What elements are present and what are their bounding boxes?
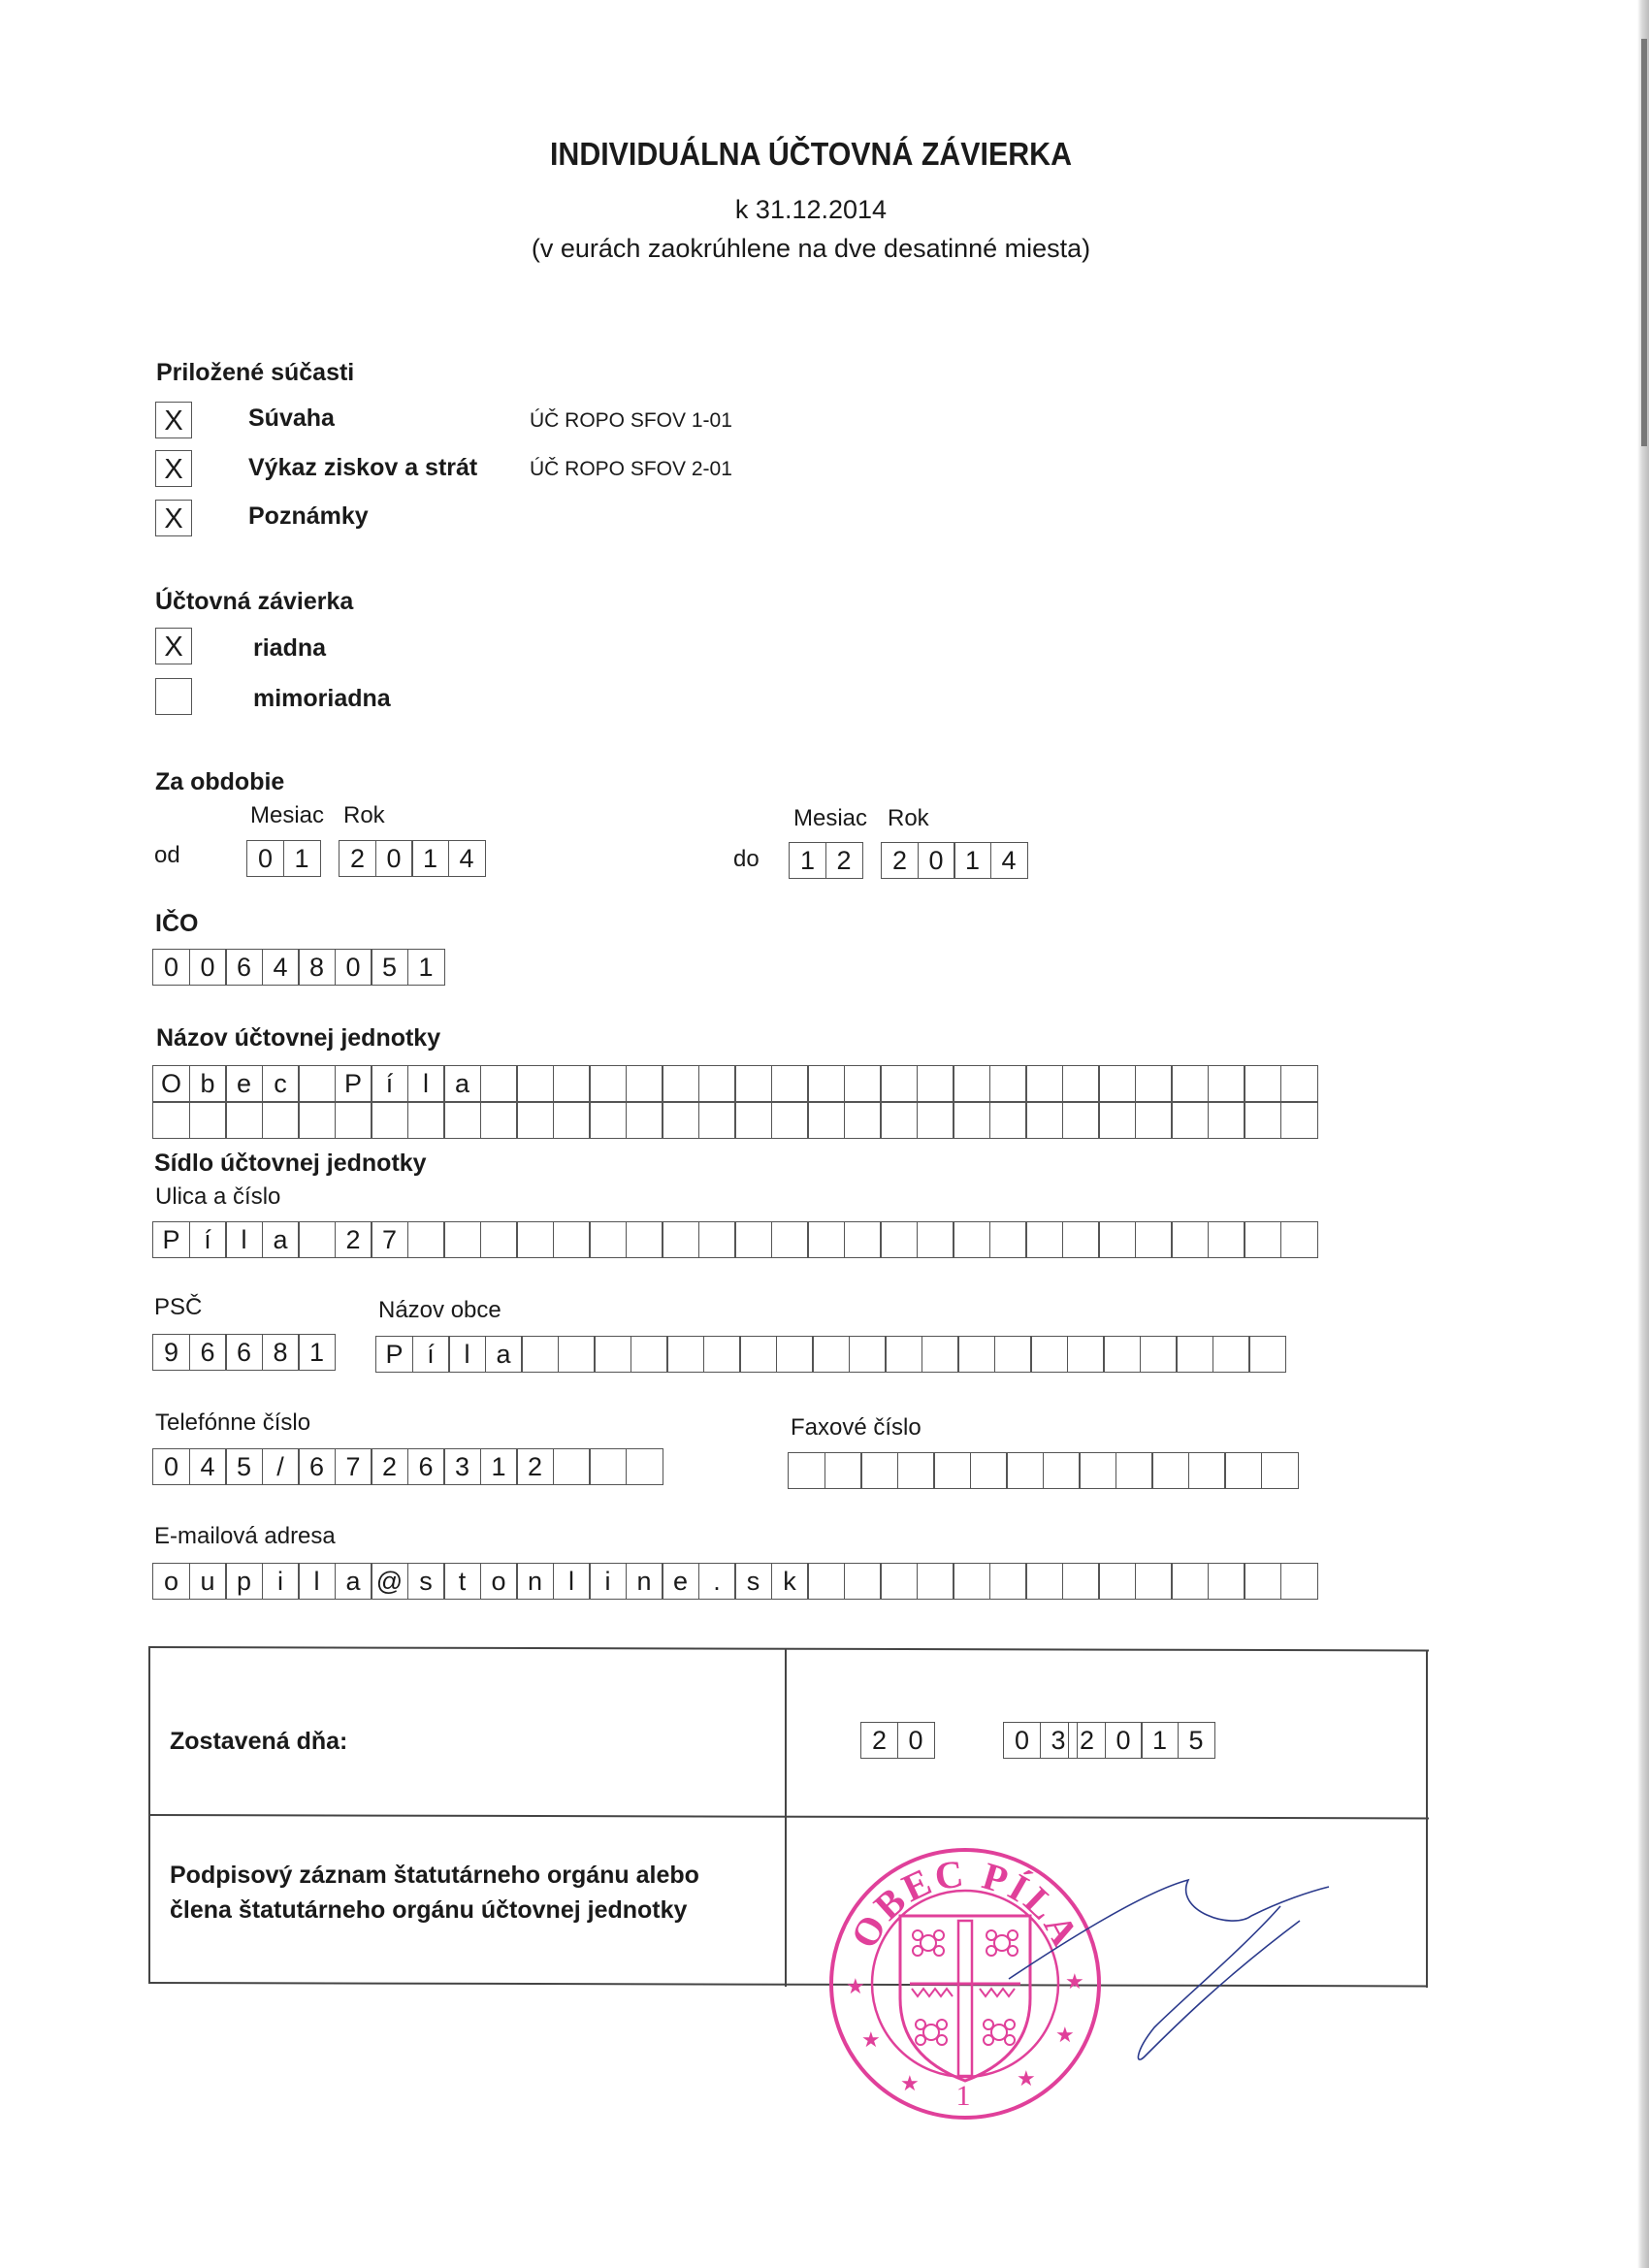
char-cell[interactable]: k: [771, 1563, 809, 1600]
char-cell[interactable]: [1103, 1336, 1141, 1373]
char-cell[interactable]: [933, 1452, 971, 1489]
signature-label-line2: člena štatutárneho orgánu účtovnej jednotky: [170, 1896, 688, 1924]
statement-type-heading: Účtovná závierka: [155, 588, 354, 615]
ico-field[interactable]: [152, 949, 443, 986]
char-cell[interactable]: 4: [189, 1448, 227, 1485]
char-cell[interactable]: [1098, 1563, 1136, 1600]
char-cell[interactable]: O: [152, 1065, 190, 1102]
char-cell[interactable]: u: [189, 1563, 227, 1600]
char-cell[interactable]: 6: [225, 949, 263, 986]
label-mimoriadna: mimoriadna: [253, 685, 391, 712]
char-cell[interactable]: [844, 1221, 882, 1258]
char-cell[interactable]: [662, 1102, 699, 1139]
from-month-label: Mesiac: [250, 802, 325, 828]
char-cell[interactable]: @: [371, 1563, 408, 1600]
char-cell[interactable]: 1: [954, 842, 991, 879]
char-cell[interactable]: [480, 1102, 518, 1139]
period-heading: Za obdobie: [155, 768, 285, 795]
entity-name-row1[interactable]: [152, 1065, 1316, 1102]
char-cell[interactable]: 2: [339, 840, 376, 877]
char-cell[interactable]: i: [589, 1563, 627, 1600]
char-cell[interactable]: [880, 1563, 918, 1600]
attachments-heading: Priložené súčasti: [156, 359, 355, 386]
star-icon: ★: [900, 2072, 920, 2096]
ico-label: IČO: [155, 910, 199, 937]
char-cell[interactable]: a: [443, 1065, 481, 1102]
char-cell[interactable]: [1140, 1336, 1178, 1373]
star-icon: ★: [846, 1975, 865, 1999]
street-field[interactable]: [152, 1221, 1316, 1258]
char-cell[interactable]: [152, 1102, 190, 1139]
char-cell[interactable]: [1280, 1102, 1318, 1139]
char-cell[interactable]: [553, 1102, 591, 1139]
compiled-label: Zostavená dňa:: [170, 1728, 348, 1755]
char-cell[interactable]: [1208, 1221, 1245, 1258]
char-cell[interactable]: [1224, 1452, 1262, 1489]
char-cell[interactable]: s: [734, 1563, 772, 1600]
char-cell[interactable]: [553, 1065, 591, 1102]
char-cell[interactable]: 6: [225, 1334, 263, 1371]
char-cell[interactable]: [734, 1102, 772, 1139]
char-cell[interactable]: [1244, 1065, 1281, 1102]
char-cell[interactable]: e: [662, 1563, 699, 1600]
char-cell[interactable]: n: [516, 1563, 554, 1600]
to-label: do: [733, 846, 760, 872]
char-cell[interactable]: 2: [860, 1722, 898, 1759]
char-cell[interactable]: 0: [1105, 1722, 1143, 1759]
char-cell[interactable]: 4: [990, 842, 1028, 879]
char-cell[interactable]: [844, 1563, 882, 1600]
checkbox-mimoriadna[interactable]: [155, 678, 192, 715]
char-cell[interactable]: [1212, 1336, 1250, 1373]
char-cell[interactable]: 6: [407, 1448, 445, 1485]
char-cell[interactable]: [371, 1102, 408, 1139]
char-cell[interactable]: [739, 1336, 777, 1373]
char-cell[interactable]: [626, 1065, 663, 1102]
char-cell[interactable]: [262, 1102, 300, 1139]
char-cell[interactable]: [1280, 1563, 1318, 1600]
char-cell[interactable]: [897, 1452, 935, 1489]
checkbox-riadna[interactable]: X: [155, 628, 192, 664]
compiled-year-field[interactable]: [1068, 1722, 1213, 1759]
char-cell[interactable]: [1062, 1102, 1100, 1139]
char-cell[interactable]: [849, 1336, 887, 1373]
char-cell[interactable]: l: [407, 1065, 445, 1102]
char-cell[interactable]: [626, 1221, 663, 1258]
char-cell[interactable]: /: [262, 1448, 300, 1485]
char-cell[interactable]: [626, 1102, 663, 1139]
from-label: od: [154, 842, 180, 868]
psc-field[interactable]: [152, 1334, 335, 1371]
char-cell[interactable]: [1067, 1336, 1105, 1373]
char-cell[interactable]: [225, 1102, 263, 1139]
char-cell[interactable]: [1006, 1452, 1044, 1489]
char-cell[interactable]: [1280, 1221, 1318, 1258]
char-cell[interactable]: [1098, 1065, 1136, 1102]
char-cell[interactable]: [771, 1221, 809, 1258]
char-cell[interactable]: l: [553, 1563, 591, 1600]
char-cell[interactable]: [953, 1563, 990, 1600]
city-label: Názov obce: [378, 1297, 501, 1323]
char-cell[interactable]: [917, 1065, 954, 1102]
char-cell[interactable]: [1062, 1065, 1100, 1102]
char-cell[interactable]: [994, 1336, 1032, 1373]
char-cell[interactable]: [957, 1336, 995, 1373]
char-cell[interactable]: 6: [189, 1334, 227, 1371]
char-cell[interactable]: [1244, 1563, 1281, 1600]
char-cell[interactable]: c: [262, 1065, 300, 1102]
char-cell[interactable]: [662, 1065, 699, 1102]
char-cell[interactable]: [844, 1065, 882, 1102]
char-cell[interactable]: [298, 1221, 336, 1258]
char-cell[interactable]: 1: [298, 1334, 336, 1371]
char-cell[interactable]: [1025, 1065, 1063, 1102]
star-icon: ★: [1055, 2024, 1075, 2048]
char-cell[interactable]: [1171, 1563, 1209, 1600]
char-cell[interactable]: 2: [881, 842, 919, 879]
char-cell[interactable]: [824, 1452, 862, 1489]
char-cell[interactable]: [880, 1102, 918, 1139]
city-field[interactable]: [375, 1336, 1285, 1373]
phone-label: Telefónne číslo: [155, 1409, 311, 1436]
char-cell[interactable]: 2: [825, 842, 863, 879]
char-cell[interactable]: [1135, 1102, 1173, 1139]
char-cell[interactable]: o: [152, 1563, 190, 1600]
char-cell[interactable]: s: [407, 1563, 445, 1600]
char-cell[interactable]: [1062, 1563, 1100, 1600]
char-cell[interactable]: í: [189, 1221, 227, 1258]
char-cell[interactable]: p: [225, 1563, 263, 1600]
star-icon: ★: [1017, 2067, 1036, 2091]
to-year-label: Rok: [888, 805, 929, 831]
char-cell[interactable]: [1135, 1221, 1173, 1258]
to-month-field[interactable]: [789, 842, 861, 879]
char-cell[interactable]: i: [262, 1563, 300, 1600]
char-cell[interactable]: [1244, 1102, 1281, 1139]
char-cell[interactable]: 9: [152, 1334, 190, 1371]
char-cell[interactable]: b: [189, 1065, 227, 1102]
char-cell[interactable]: [698, 1221, 736, 1258]
phone-field[interactable]: [152, 1448, 662, 1485]
char-cell[interactable]: [516, 1221, 554, 1258]
char-cell[interactable]: í: [371, 1065, 408, 1102]
char-cell[interactable]: 1: [283, 840, 321, 877]
char-cell[interactable]: 1: [411, 840, 449, 877]
char-cell[interactable]: [1025, 1221, 1063, 1258]
char-cell[interactable]: [1135, 1065, 1173, 1102]
char-cell[interactable]: 0: [918, 842, 955, 879]
char-cell[interactable]: [788, 1452, 825, 1489]
char-cell[interactable]: [776, 1336, 814, 1373]
char-cell[interactable]: 1: [1141, 1722, 1179, 1759]
char-cell[interactable]: [917, 1221, 954, 1258]
to-month-label: Mesiac: [793, 805, 868, 831]
char-cell[interactable]: 0: [335, 949, 372, 986]
char-cell[interactable]: [1116, 1452, 1153, 1489]
char-cell[interactable]: [521, 1336, 559, 1373]
char-cell[interactable]: [1098, 1102, 1136, 1139]
char-cell[interactable]: [1098, 1221, 1136, 1258]
char-cell[interactable]: e: [225, 1065, 263, 1102]
char-cell[interactable]: 2: [335, 1221, 372, 1258]
char-cell[interactable]: 1: [480, 1448, 518, 1485]
char-cell[interactable]: [860, 1452, 898, 1489]
label-vykaz: Výkaz ziskov a strát: [248, 454, 478, 481]
star-icon: ★: [1065, 1970, 1084, 1994]
char-cell[interactable]: [812, 1336, 850, 1373]
char-cell[interactable]: [589, 1065, 627, 1102]
char-cell[interactable]: [1030, 1336, 1068, 1373]
page-edge-mark: [1641, 39, 1647, 446]
char-cell[interactable]: 2: [516, 1448, 554, 1485]
char-cell[interactable]: [1208, 1563, 1245, 1600]
char-cell[interactable]: [807, 1221, 845, 1258]
char-cell[interactable]: 7: [335, 1448, 372, 1485]
char-cell[interactable]: 6: [298, 1448, 336, 1485]
char-cell[interactable]: 0: [246, 840, 284, 877]
to-year-field[interactable]: [881, 842, 1026, 879]
char-cell[interactable]: [626, 1448, 663, 1485]
char-cell[interactable]: [558, 1336, 596, 1373]
char-cell[interactable]: P: [375, 1336, 413, 1373]
char-cell[interactable]: [703, 1336, 741, 1373]
char-cell[interactable]: [594, 1336, 631, 1373]
char-cell[interactable]: [589, 1221, 627, 1258]
compiled-day-field[interactable]: [860, 1722, 933, 1759]
label-riadna: riadna: [253, 634, 327, 662]
char-cell[interactable]: [698, 1065, 736, 1102]
char-cell[interactable]: í: [412, 1336, 450, 1373]
stamp-text: OBEC PÍLA: [841, 1851, 1089, 1956]
char-cell[interactable]: [989, 1563, 1027, 1600]
char-cell[interactable]: [1135, 1563, 1173, 1600]
char-cell[interactable]: [189, 1102, 227, 1139]
char-cell[interactable]: [1208, 1065, 1245, 1102]
currency-note: (v eurách zaokrúhlene na dve desatinné miesta): [531, 234, 1091, 263]
char-cell[interactable]: 5: [225, 1448, 263, 1485]
char-cell[interactable]: [880, 1065, 918, 1102]
char-cell[interactable]: [1171, 1102, 1209, 1139]
label-poznamky: Poznámky: [248, 502, 369, 530]
char-cell[interactable]: 4: [448, 840, 486, 877]
char-cell[interactable]: [880, 1221, 918, 1258]
psc-label: PSČ: [154, 1294, 203, 1320]
char-cell[interactable]: [1280, 1065, 1318, 1102]
star-icon: ★: [861, 2028, 881, 2053]
from-year-label: Rok: [343, 802, 385, 828]
char-cell[interactable]: [807, 1102, 845, 1139]
char-cell[interactable]: [917, 1563, 954, 1600]
char-cell[interactable]: l: [298, 1563, 336, 1600]
compiled-month-field[interactable]: [1003, 1722, 1076, 1759]
char-cell[interactable]: l: [225, 1221, 263, 1258]
char-cell[interactable]: l: [448, 1336, 486, 1373]
char-cell[interactable]: 0: [152, 949, 190, 986]
char-cell[interactable]: n: [626, 1563, 663, 1600]
char-cell[interactable]: [734, 1221, 772, 1258]
char-cell[interactable]: [298, 1102, 336, 1139]
char-cell[interactable]: 0: [897, 1722, 935, 1759]
entity-name-label: Názov účtovnej jednotky: [156, 1024, 441, 1052]
char-cell[interactable]: 2: [1068, 1722, 1106, 1759]
fax-field[interactable]: [788, 1452, 1297, 1489]
char-cell[interactable]: [666, 1336, 704, 1373]
char-cell[interactable]: 8: [262, 1334, 300, 1371]
char-cell[interactable]: [516, 1065, 554, 1102]
char-cell[interactable]: [1244, 1221, 1281, 1258]
char-cell[interactable]: [407, 1221, 445, 1258]
char-cell[interactable]: [443, 1221, 481, 1258]
char-cell[interactable]: [885, 1336, 922, 1373]
char-cell[interactable]: [922, 1336, 959, 1373]
char-cell[interactable]: [1025, 1563, 1063, 1600]
code-vykaz: ÚČ ROPO SFOV 2-01: [530, 458, 732, 480]
char-cell[interactable]: [953, 1102, 990, 1139]
char-cell[interactable]: P: [152, 1221, 190, 1258]
char-cell[interactable]: [516, 1102, 554, 1139]
char-cell[interactable]: 7: [371, 1221, 408, 1258]
char-cell[interactable]: [1171, 1065, 1209, 1102]
char-cell[interactable]: [1062, 1221, 1100, 1258]
char-cell[interactable]: [1208, 1102, 1245, 1139]
code-suvaha: ÚČ ROPO SFOV 1-01: [530, 409, 732, 432]
document-title: INDIVIDUÁLNA ÚČTOVNÁ ZÁVIERKA: [549, 136, 1073, 172]
checkbox-suvaha[interactable]: X: [155, 402, 192, 438]
char-cell[interactable]: [335, 1102, 372, 1139]
char-cell[interactable]: [1151, 1452, 1189, 1489]
fax-label: Faxové číslo: [791, 1414, 922, 1441]
char-cell[interactable]: [844, 1102, 882, 1139]
char-cell[interactable]: [662, 1221, 699, 1258]
char-cell[interactable]: 5: [371, 949, 408, 986]
char-cell[interactable]: [298, 1065, 336, 1102]
char-cell[interactable]: [807, 1563, 845, 1600]
char-cell[interactable]: [553, 1448, 591, 1485]
char-cell[interactable]: [771, 1065, 809, 1102]
char-cell[interactable]: [771, 1102, 809, 1139]
char-cell[interactable]: 0: [189, 949, 227, 986]
char-cell[interactable]: [1188, 1452, 1226, 1489]
char-cell[interactable]: [553, 1221, 591, 1258]
signature-scribble: [989, 1872, 1339, 2076]
char-cell[interactable]: a: [335, 1563, 372, 1600]
char-cell[interactable]: 4: [262, 949, 300, 986]
char-cell[interactable]: [630, 1336, 668, 1373]
char-cell[interactable]: [953, 1221, 990, 1258]
date-line: k 31.12.2014: [734, 195, 888, 224]
char-cell[interactable]: 3: [443, 1448, 481, 1485]
char-cell[interactable]: [989, 1102, 1027, 1139]
char-cell[interactable]: o: [480, 1563, 518, 1600]
from-year-field[interactable]: [339, 840, 484, 877]
seat-label: Sídlo účtovnej jednotky: [154, 1150, 427, 1177]
email-field[interactable]: [152, 1563, 1316, 1600]
char-cell[interactable]: [1248, 1336, 1286, 1373]
signature-label-line1: Podpisový záznam štatutárneho orgánu alebo: [170, 1862, 699, 1889]
stamp-number: 1: [955, 2080, 971, 2112]
char-cell[interactable]: 5: [1178, 1722, 1215, 1759]
entity-name-row2[interactable]: [152, 1102, 1316, 1139]
char-cell[interactable]: [407, 1102, 445, 1139]
char-cell[interactable]: 1: [407, 949, 445, 986]
email-label: E-mailová adresa: [154, 1523, 336, 1549]
char-cell[interactable]: [917, 1102, 954, 1139]
char-cell[interactable]: t: [443, 1563, 481, 1600]
char-cell[interactable]: [589, 1448, 627, 1485]
char-cell[interactable]: [480, 1065, 518, 1102]
label-suvaha: Súvaha: [248, 405, 335, 432]
char-cell[interactable]: [1176, 1336, 1213, 1373]
char-cell[interactable]: 1: [789, 842, 826, 879]
char-cell[interactable]: [953, 1065, 990, 1102]
checkbox-vykaz[interactable]: X: [155, 450, 192, 487]
char-cell[interactable]: [480, 1221, 518, 1258]
char-cell[interactable]: [1261, 1452, 1299, 1489]
char-cell[interactable]: [989, 1221, 1027, 1258]
char-cell[interactable]: .: [698, 1563, 736, 1600]
char-cell[interactable]: [734, 1065, 772, 1102]
char-cell[interactable]: 8: [298, 949, 336, 986]
char-cell[interactable]: [443, 1102, 481, 1139]
char-cell[interactable]: a: [262, 1221, 300, 1258]
char-cell[interactable]: P: [335, 1065, 372, 1102]
char-cell[interactable]: 2: [371, 1448, 408, 1485]
char-cell[interactable]: 3: [1040, 1722, 1078, 1759]
char-cell[interactable]: 0: [1003, 1722, 1041, 1759]
char-cell[interactable]: [807, 1065, 845, 1102]
checkbox-poznamky[interactable]: X: [155, 500, 192, 536]
char-cell[interactable]: [1043, 1452, 1081, 1489]
char-cell[interactable]: [1171, 1221, 1209, 1258]
char-cell[interactable]: [970, 1452, 1008, 1489]
char-cell[interactable]: [698, 1102, 736, 1139]
char-cell[interactable]: [989, 1065, 1027, 1102]
char-cell[interactable]: 0: [375, 840, 413, 877]
from-month-field[interactable]: [246, 840, 319, 877]
char-cell[interactable]: [1079, 1452, 1116, 1489]
char-cell[interactable]: 0: [152, 1448, 190, 1485]
street-label: Ulica a číslo: [155, 1183, 281, 1210]
char-cell[interactable]: a: [485, 1336, 523, 1373]
char-cell[interactable]: [589, 1102, 627, 1139]
char-cell[interactable]: [1025, 1102, 1063, 1139]
